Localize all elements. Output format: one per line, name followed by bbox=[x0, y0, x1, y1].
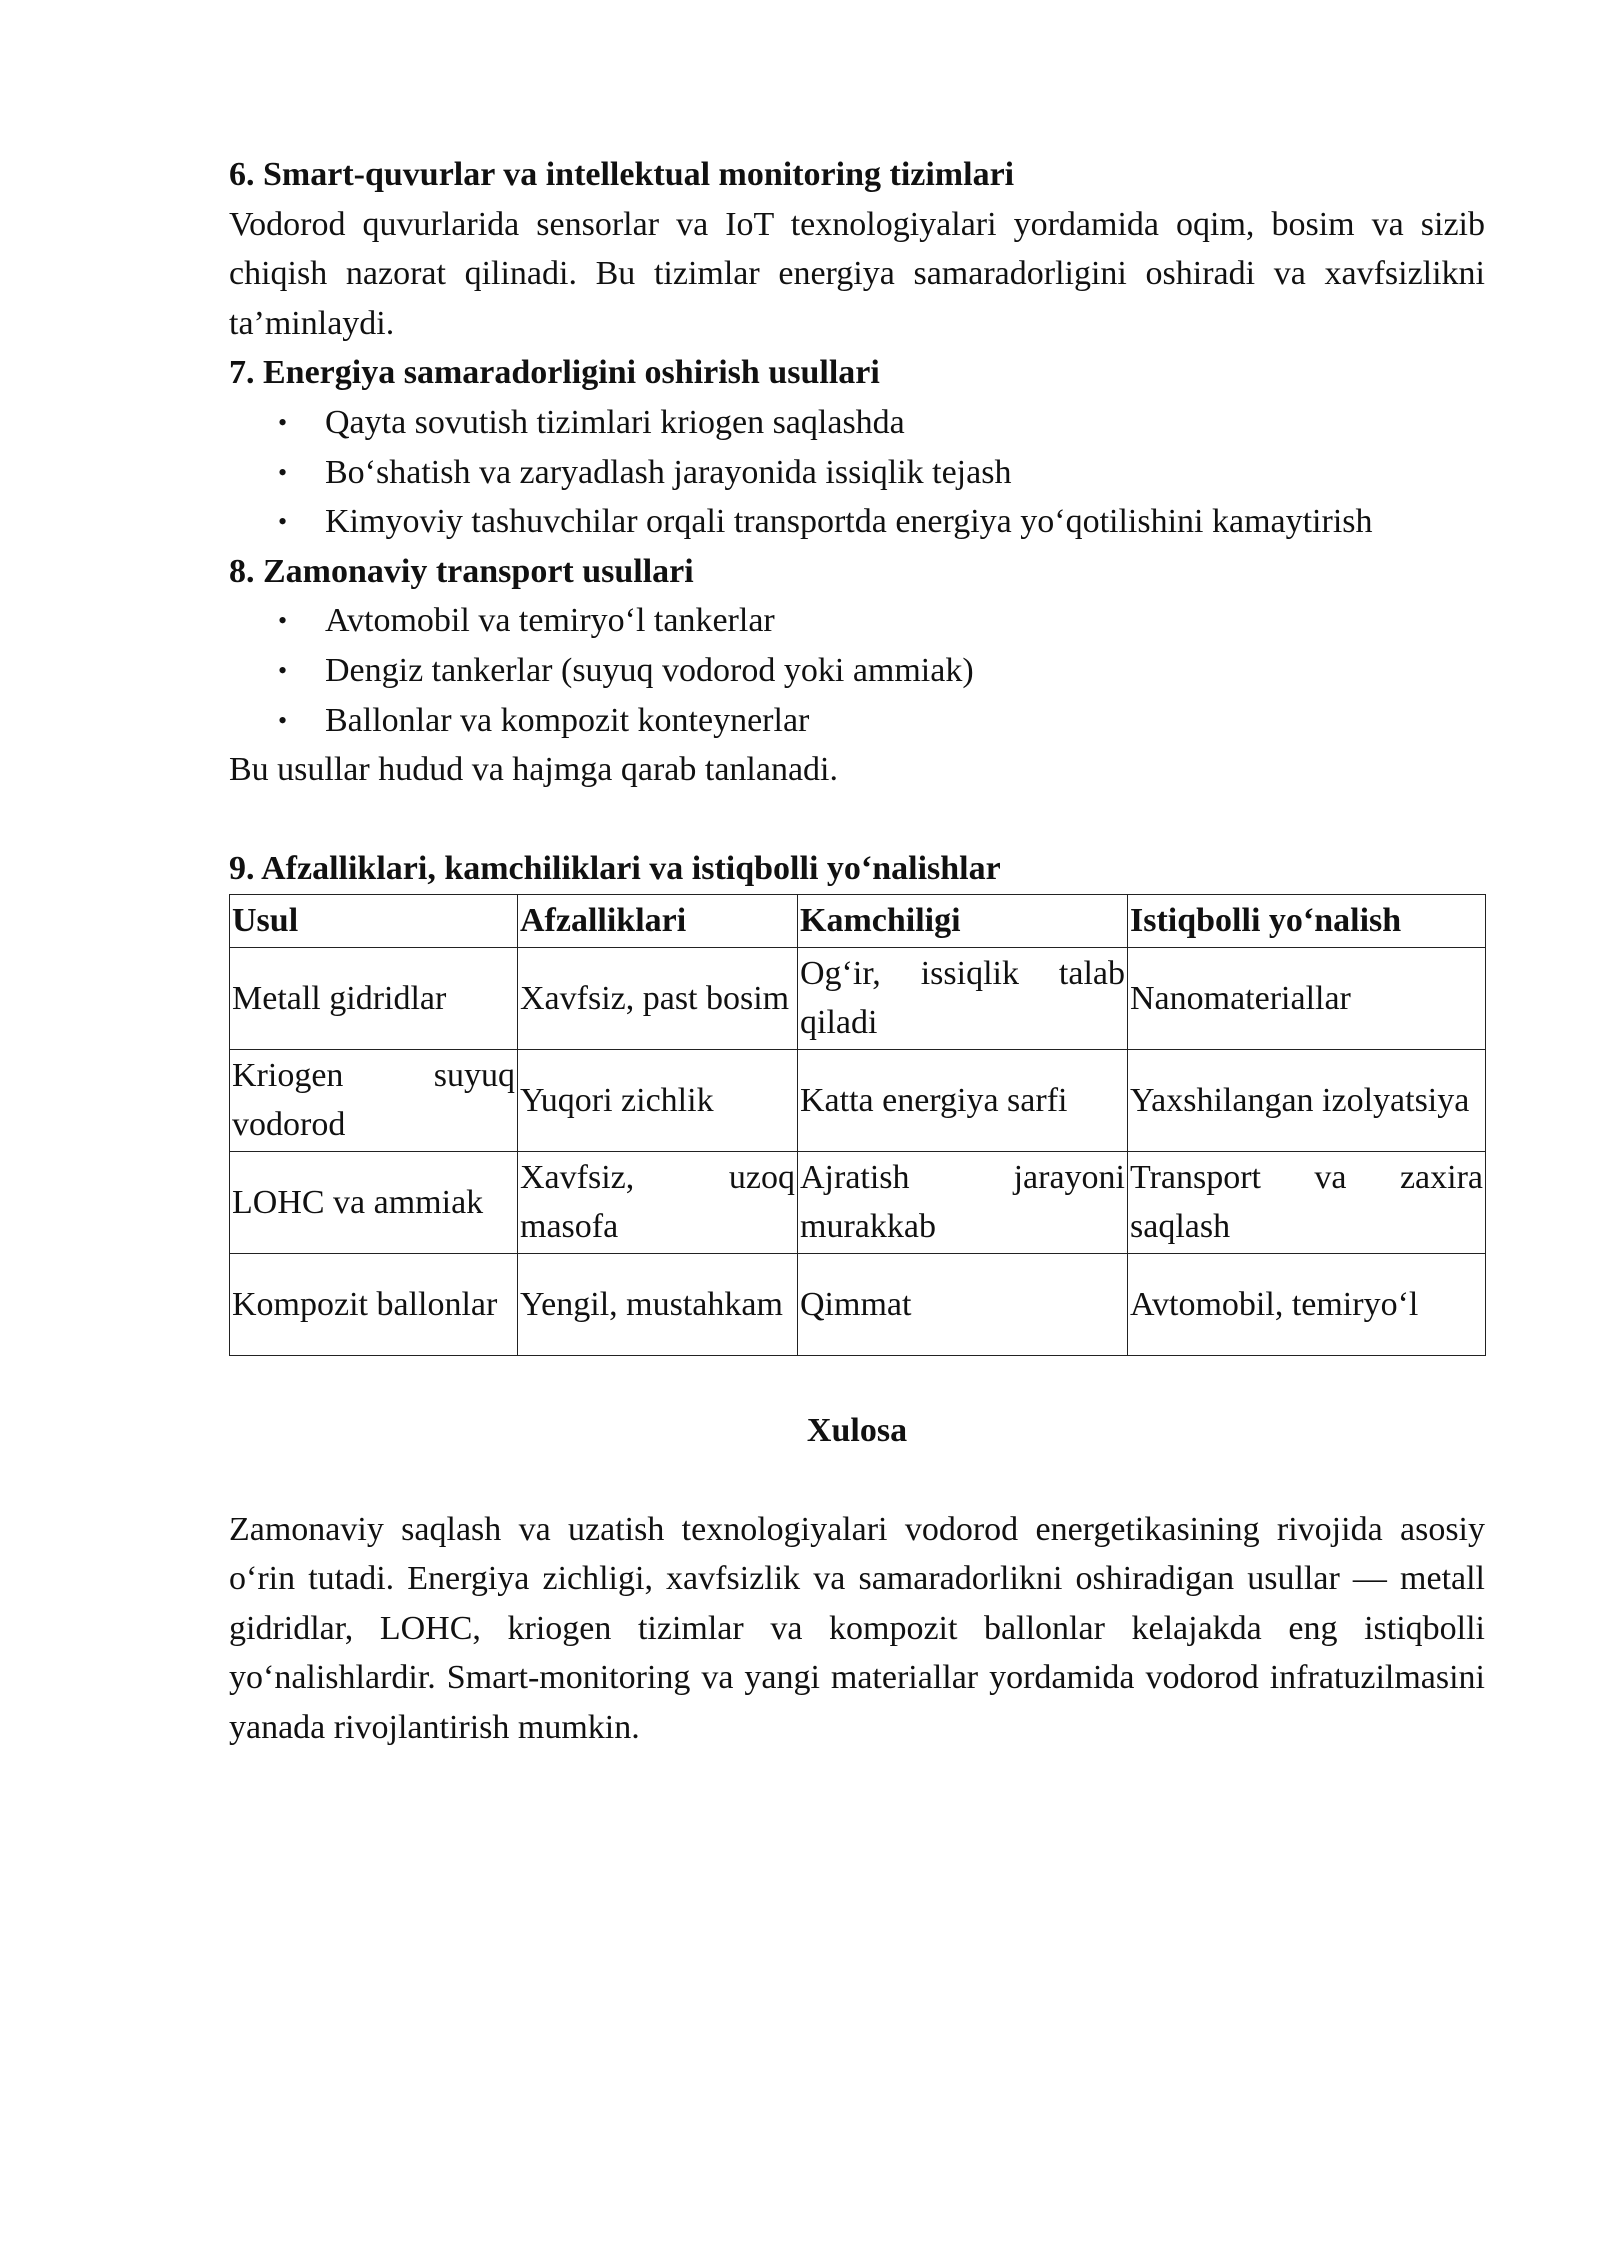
column-header-prospect: Istiqbolli yo‘nalish bbox=[1128, 894, 1486, 947]
table-cell: Xavfsiz, past bosim bbox=[518, 947, 798, 1049]
table-cell: Metall gidridlar bbox=[230, 947, 518, 1049]
bullet-icon: • bbox=[278, 507, 288, 537]
table-row bbox=[230, 947, 1486, 1049]
conclusion-text: Zamonaviy saqlash va uzatish texnologiyalari vodorod energetikasining rivojida asosiy o‘rin tutadi. Energiya zichligi, xavfsizlik va samaradorlikni oshiradigan usullar — metall gidridlar, LOHC, kriogen tizimlar va kompozit ballonlar kelajakda eng istiqbolli yo‘nalishlardir. Smart-monitoring va yangi materiallar yordamida vodorod infratuzilmasini yanada rivojlantirish mumkin. bbox=[229, 1510, 1485, 1747]
list-item-text: Kimyoviy tashuvchilar orqali transportda energiya yo‘qotilishini kamaytirish bbox=[325, 503, 1373, 541]
list-item bbox=[229, 398, 1485, 448]
table-cell: Yengil, mustahkam bbox=[518, 1253, 798, 1355]
section-7-list bbox=[229, 398, 1485, 547]
list-item bbox=[229, 696, 1485, 746]
section-6-text: Vodorod quvurlarida sensorlar va IoT texnologiyalari yordamida oqim, bosim va sizib chiqish nazorat qilinadi. Bu tizimlar energiya samaradorligini oshiradi va xavfsizlikni ta’minlaydi. bbox=[229, 205, 1485, 342]
list-item-text: Qayta sovutish tizimlari kriogen saqlashda bbox=[325, 403, 905, 441]
list-item bbox=[229, 448, 1485, 498]
table-cell: Yaxshilangan izolyatsiya bbox=[1128, 1049, 1486, 1151]
blank-line bbox=[229, 1455, 1485, 1505]
bullet-icon: • bbox=[278, 457, 288, 487]
table-row bbox=[230, 1151, 1486, 1253]
table-header-row bbox=[230, 894, 1486, 947]
conclusion-title: Xulosa bbox=[806, 1411, 908, 1449]
bullet-icon: • bbox=[278, 606, 288, 636]
list-item bbox=[229, 646, 1485, 696]
column-header-advantages: Afzalliklari bbox=[518, 894, 798, 947]
list-item bbox=[229, 596, 1485, 646]
table-cell: Katta energiya sarfi bbox=[798, 1049, 1128, 1151]
list-item-text: Bo‘shatish va zaryadlash jarayonida issiqlik tejash bbox=[325, 453, 1012, 491]
table-cell: LOHC va ammiak bbox=[230, 1151, 518, 1253]
list-item bbox=[229, 497, 1485, 547]
table-cell: Kriogen suyuq vodorod bbox=[230, 1049, 518, 1151]
document-page bbox=[229, 150, 1485, 1753]
bullet-icon: • bbox=[278, 407, 288, 437]
bullet-icon: • bbox=[278, 705, 288, 735]
table-cell: Avtomobil, temiryo‘l bbox=[1128, 1253, 1486, 1355]
list-item-text: Ballonlar va kompozit konteynerlar bbox=[325, 701, 810, 739]
table-cell: Kompozit ballonlar bbox=[230, 1253, 518, 1355]
comparison-table bbox=[229, 894, 1486, 1356]
list-item-text: Dengiz tankerlar (suyuq vodorod yoki ammiak) bbox=[325, 651, 974, 689]
section-9-heading: 9. Afzalliklari, kamchiliklari va istiqbolli yo‘nalishlar bbox=[229, 850, 1001, 888]
blank-line bbox=[229, 1356, 1485, 1406]
table-cell: Transport va zaxira saqlash bbox=[1128, 1151, 1486, 1253]
bullet-icon: • bbox=[278, 655, 288, 685]
table-cell: Nanomateriallar bbox=[1128, 947, 1486, 1049]
blank-line bbox=[229, 795, 1485, 845]
list-item-text: Avtomobil va temiryo‘l tankerlar bbox=[325, 602, 775, 640]
column-header-method: Usul bbox=[230, 894, 518, 947]
section-8-heading: 8. Zamonaviy transport usullari bbox=[229, 552, 694, 590]
table-row bbox=[230, 1049, 1486, 1151]
table-cell: Yuqori zichlik bbox=[518, 1049, 798, 1151]
table-cell: Og‘ir, issiqlik talab qiladi bbox=[798, 947, 1128, 1049]
table-row bbox=[230, 1253, 1486, 1355]
table-cell: Xavfsiz, uzoq masofa bbox=[518, 1151, 798, 1253]
column-header-disadvantage: Kamchiligi bbox=[798, 894, 1128, 947]
table-cell: Qimmat bbox=[798, 1253, 1128, 1355]
section-8-list bbox=[229, 596, 1485, 745]
section-6-heading: 6. Smart-quvurlar va intellektual monitoring tizimlari bbox=[229, 156, 1015, 193]
section-8-text: Bu usullar hudud va hajmga qarab tanlanadi. bbox=[229, 751, 838, 789]
table-cell: Ajratish jarayoni murakkab bbox=[798, 1151, 1128, 1253]
section-7-heading: 7. Energiya samaradorligini oshirish usullari bbox=[229, 354, 880, 392]
